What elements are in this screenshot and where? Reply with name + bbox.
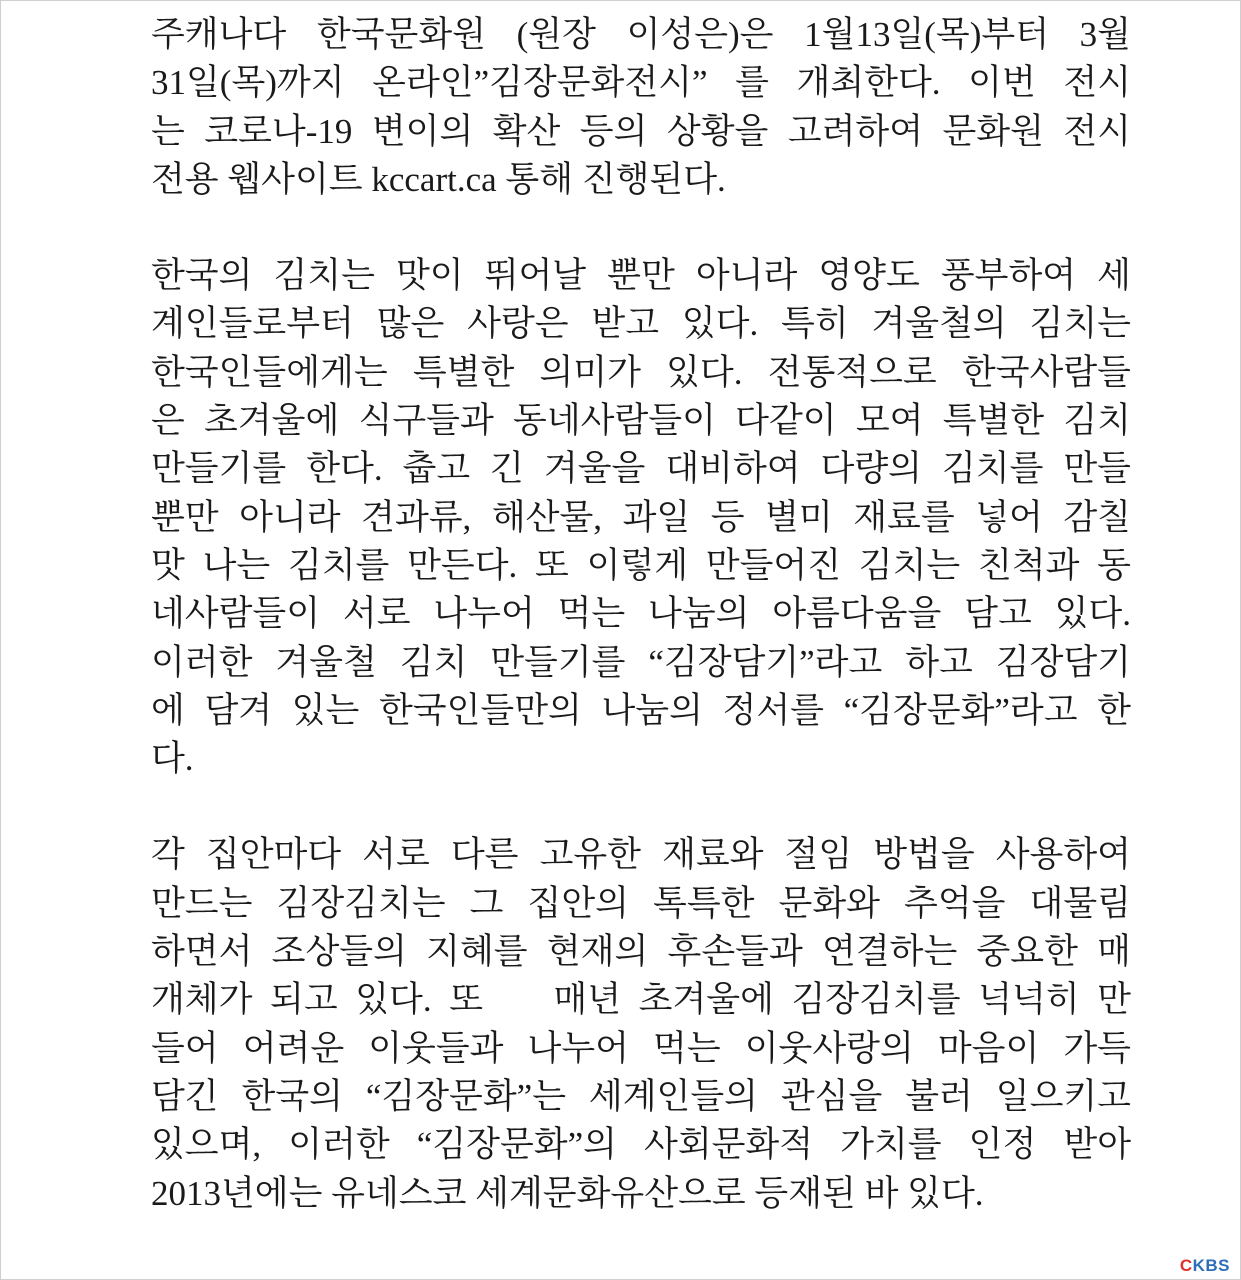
text-line: 만드는 김장김치는 그 집안의 톡특한 문화와 추억을 대물림 [151,883,1131,923]
paragraph-kimchi-meaning [151,252,1131,783]
text-line: 각 집안마다 서로 다른 고유한 재료와 절임 방법을 사용하여 [151,835,1131,875]
text-line: 맛 나는 김치를 만든다. 또 이렇게 만들어진 김치는 친척과 동 [151,545,1131,585]
text-line: 한국의 김치는 맛이 뛰어날 뿐만 아니라 영양도 풍부하여 세 [151,256,1131,296]
watermark-letters-kbs: KBS [1192,1256,1230,1275]
text-line: 만들기를 한다. 춥고 긴 겨울을 대비하여 다량의 김치를 만들 [151,449,1131,489]
text-line: 에 담겨 있는 한국인들만의 나눔의 정서를 “김장문화”라고 한 [151,690,1131,730]
paragraph-kimjang-heritage [151,831,1131,1217]
text-line: 주캐나다 한국문화원 (원장 이성은)은 1월13일(목)부터 3월 [151,15,1131,54]
text-line: 다. [151,739,194,779]
article-body [151,11,1131,1266]
text-line: 은 초겨울에 식구들과 동네사람들이 다같이 모여 특별한 김치 [151,401,1131,441]
text-line: 있으며, 이러한 “김장문화”의 사회문화적 가치를 인정 받아 [151,1125,1131,1165]
text-line: 개체가 되고 있다. 또 매년 초겨울에 김장김치를 넉넉히 만 [151,980,1131,1020]
text-line: 31일(목)까지 온라인”김장문화전시” 를 개최한다. 이번 전시 [151,63,1131,103]
watermark-letter-c: C [1179,1256,1193,1275]
ckbs-watermark [1180,1256,1230,1276]
text-line: 뿐만 아니라 견과류, 해산물, 과일 등 별미 재료를 넣어 감칠 [151,497,1131,537]
text-line: 하면서 조상들의 지혜를 현재의 후손들과 연결하는 중요한 매 [151,932,1131,972]
text-line: 전용 웹사이트 kccart.ca 통해 진행된다. [151,159,726,199]
text-line: 계인들로부터 많은 사랑은 받고 있다. 특히 겨울철의 김치는 [151,304,1131,344]
text-line: 네사람들이 서로 나누어 먹는 나눔의 아름다움을 담고 있다. [151,594,1131,634]
text-line: 한국인들에게는 특별한 의미가 있다. 전통적으로 한국사람들 [151,352,1131,392]
text-line: 담긴 한국의 “김장문화”는 세계인들의 관심을 불러 일으키고 [151,1076,1131,1116]
text-line: 2013년에는 유네스코 세계문화유산으로 등재된 바 있다. [151,1173,984,1213]
paragraph-exhibition-notice [151,11,1131,204]
text-line: 는 코로나-19 변이의 확산 등의 상황을 고려하여 문화원 전시 [151,111,1131,151]
text-line: 들어 어려운 이웃들과 나누어 먹는 이웃사랑의 마음이 가득 [151,1028,1131,1068]
text-line: 이러한 겨울철 김치 만들기를 “김장담기”라고 하고 김장담기 [151,642,1131,682]
